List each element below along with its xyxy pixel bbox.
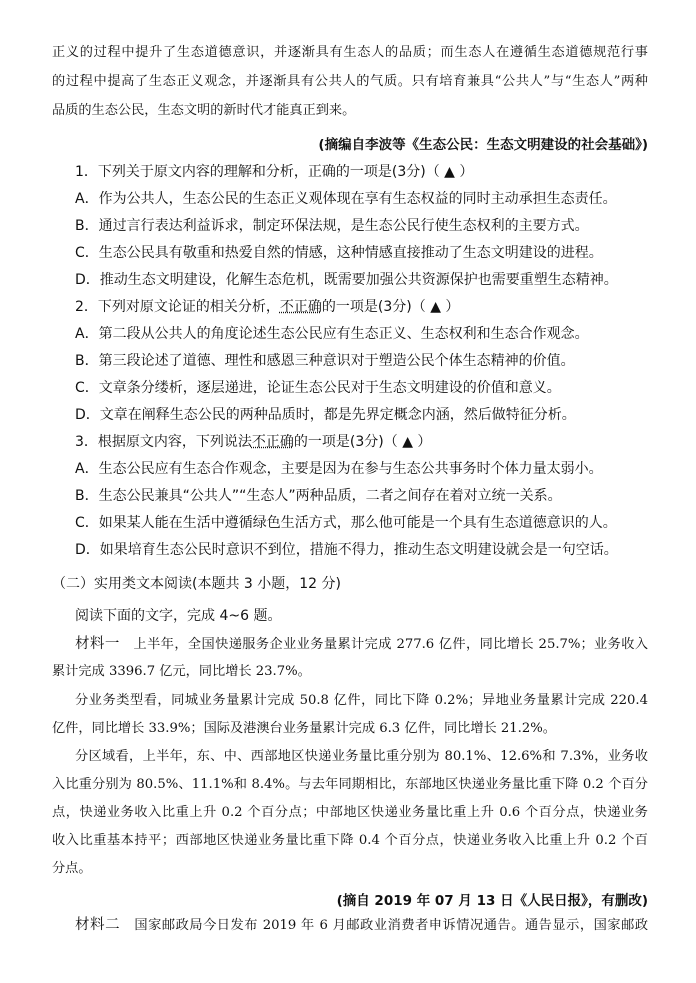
material-1-label: 材料一 xyxy=(75,636,120,652)
material-1-p1-line-1 xyxy=(75,636,648,653)
question-1-option-a: A．作为公共人，生态公民的生态正义观体现在享有生态权益的同时主动承担生态责任。 xyxy=(75,191,617,207)
question-2-stem-pre: 2．下列对原文论证的相关分析， xyxy=(75,299,280,315)
question-3-stem-post: 的一项是(3分)（ ▲ ） xyxy=(293,434,432,450)
material-1-p1-line-2: 累计完成 3396.7 亿元，同比增长 23.7%。 xyxy=(52,664,311,679)
material-1-p3-line-2: 入比重分别为 80.5%、11.1%和 8.4%。与去年同期相比，东部地区快递业务量比重下降 0.2 个百分 xyxy=(52,777,648,792)
material-2-p1-line-1 xyxy=(75,917,648,934)
intro-line-2: 的过程中提高了生态正义观念，并逐渐具有公共人的气质。只有培育兼具“公共人”与“生态人”两种 xyxy=(52,74,648,89)
question-2-stem-emphasis: 不正确 xyxy=(279,299,322,315)
material-1-p2-line-2: 亿件，同比增长 33.9%；国际及港澳台业务量累计完成 6.3 亿件，同比增长 21.2%。 xyxy=(52,721,556,736)
intro-line-1: 正义的过程中提升了生态道德意识，并逐渐具有生态人的品质；而生态人在遵循生态道德规范行事 xyxy=(52,45,648,60)
question-1-option-d: D．推动生态文明建设，化解生态危机，既需要加强公共资源保护也需要重塑生态精神。 xyxy=(75,272,618,288)
intro-line-3: 品质的生态公民，生态文明的新时代才能真正到来。 xyxy=(52,103,356,118)
material-1-p3-line-5: 分点。 xyxy=(52,861,92,876)
material-1-p3-line-1: 分区域看，上半年，东、中、西部地区快递业务量比重分别为 80.1%、12.6%和 7.3%，业务收 xyxy=(75,749,648,764)
question-1-option-c: C．生态公民具有敬重和热爱自然的情感，这种情感直接推动了生态文明建设的进程。 xyxy=(75,245,603,261)
question-3-stem xyxy=(75,433,431,451)
material-2-label: 材料二 xyxy=(75,917,121,933)
question-3-stem-emphasis: 不正确 xyxy=(251,434,294,450)
material-1-p3-line-4: 收入比重基本持平；西部地区快递业务量比重下降 0.4 个百分点，快递业务收入比重上升 0.2 个百 xyxy=(52,833,648,848)
question-3-option-b: B．生态公民兼具“公共人”“生态人”两种品质，二者之间存在着对立统一关系。 xyxy=(75,488,562,504)
question-2-option-a: A．第二段从公共人的角度论述生态公民应有生态正义、生态权利和生态合作观念。 xyxy=(75,326,589,342)
question-1-stem: 1．下列关于原文内容的理解和分析，正确的一项是(3分)（ ▲ ） xyxy=(75,164,474,180)
question-3-option-c: C．如果某人能在生活中遵循绿色生活方式，那么他可能是一个具有生态道德意识的人。 xyxy=(75,515,617,531)
question-2-option-c: C．文章条分缕析，逐层递进，论证生态公民对于生态文明建设的价值和意义。 xyxy=(75,380,561,396)
material-1-p1-text: 上半年，全国快递服务企业业务量累计完成 277.6 亿件，同比增长 25.7%；业务收入 xyxy=(133,637,649,652)
section-2-heading: （二）实用类文本阅读(本题共 3 小题，12 分) xyxy=(52,576,341,592)
source-citation-1: (摘编自李波等《生态公民：生态文明建设的社会基础》) xyxy=(318,137,648,153)
question-2-option-b: B．第三段论述了道德、理性和感恩三种意识对于塑造公民个体生态精神的价值。 xyxy=(75,353,575,369)
material-1-p3-line-3: 点，快递业务收入比重上升 0.2 个百分点；中部地区快递业务量比重上升 0.6 个百分点，快递业务 xyxy=(52,805,648,820)
question-2-stem xyxy=(75,298,459,316)
question-2-stem-post: 的一项是(3分)（ ▲ ） xyxy=(321,299,460,315)
material-1-p2-line-1: 分业务类型看，同城业务量累计完成 50.8 亿件，同比下降 0.2%；异地业务量累计完成 220.4 xyxy=(75,693,648,708)
source-citation-2: (摘自 2019 年 07 月 13 日《人民日报》，有删改) xyxy=(336,893,648,909)
question-2-option-d: D．文章在阐释生态公民的两种品质时，都是先界定概念内涵，然后做特征分析。 xyxy=(75,407,576,423)
question-3-stem-pre: 3．根据原文内容，下列说法 xyxy=(75,434,252,450)
section-2-instruction: 阅读下面的文字，完成 4~6 题。 xyxy=(75,608,282,624)
question-3-option-d: D．如果培育生态公民时意识不到位，措施不得力，推动生态文明建设就会是一句空话。 xyxy=(75,542,618,558)
question-3-option-a: A．生态公民应有生态合作观念，主要是因为在参与生态公共事务时个体力量太弱小。 xyxy=(75,461,603,477)
question-1-option-b: B．通过言行表达利益诉求，制定环保法规，是生态公民行使生态权利的主要方式。 xyxy=(75,218,589,234)
material-2-p1-text: 国家邮政局今日发布 2019 年 6 月邮政业消费者申诉情况通告。通告显示，国家邮政 xyxy=(134,918,649,933)
